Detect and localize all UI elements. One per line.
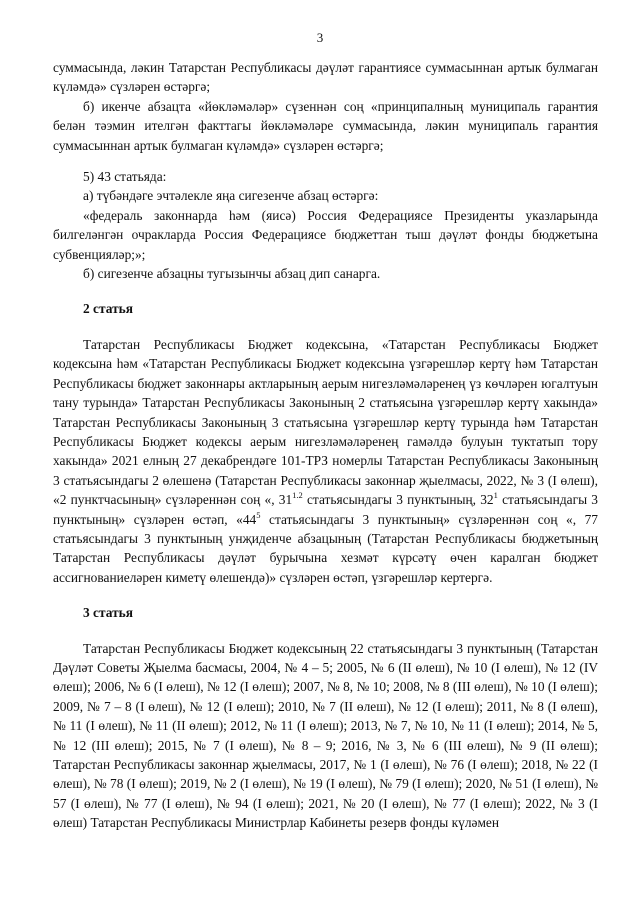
paragraph-b-second-abzac: б) икенче абзацта «йөкләмәләр» сүзеннән соң «принципалның муниципаль гарантия белән тәэмин ителгән факттагы йөкләмәләре суммасында, ләкин муниципаль гарантия суммасыннан артык булмаган күләмдә» сүзләрен өстәргә; xyxy=(53,98,598,153)
paragraph-quoted-text: «федераль законнарда һәм (яисә) Россия Федерациясе Президенты указларында билгеләнгән очракларда Россия Федерациясе бюджеттан тыш дәүләт фонды бюджетына субвенцияләр;»; xyxy=(53,207,598,262)
paragraph-a-new-abzac: а) түбәндәге эчтәлекле яңа сигезенче абзац өстәргә: xyxy=(83,188,379,204)
article-3-heading: 3 статья xyxy=(83,605,133,621)
paragraph-b-renumber: б) сигезенче абзацны тугызынчы абзац дип санарга. xyxy=(83,266,381,282)
article-2-body xyxy=(53,335,598,587)
paragraph-continuation: суммасында, ләкин Татарстан Республикасы дәүләт гарантиясе суммасыннан артык булмаган күләмдә» сүзләрен өстәргә; xyxy=(53,60,598,95)
page-number: 3 xyxy=(316,30,324,45)
superscript-31: 1.2 xyxy=(292,490,303,501)
document-body xyxy=(53,58,598,833)
article-2-text-c: статьясындагы 3 пунктының» сүзләрен өстәп, «44 xyxy=(53,492,598,527)
article-2-text-d: статьясындагы 3 пунктының» сүзләреннән соң «, 77 статьясындагы 3 пунктының унҗиденче абзацының (Татарстан Республикасы бюджетының Татарстан Республикасы дәүләт бурычына хезмәт күрсәтү өчен каралган бюджет ассигнованиеләрен киметү өлешендә)» сүзләрен өстәп, үзгәрешләр кертергә. xyxy=(53,511,598,585)
article-2-text-a: Татарстан Республикасы Бюджет кодексына, «Татарстан Республикасы Бюджет кодексына һәм «Татарстан Республикасы Бюджет кодексына үзгәрешләр кертү һәм Татарстан Республикасы бюджет законнары актларының аерым нигезләмәләренең үз көчләрен югалтуын тану турында» Татарстан Республикасы Законының 2 статьясына үзгәрешләр кертү хакында» Татарстан Республикасы Законының 3 статьясына үзгәрешләр кертү турында һәм Татарстан Республикасы Бюджет кодексы аерым нигезләмәләренең гамәлдә булуын туктатып тору хакында» 2021 елның 27 декабрендәге 101-ТРЗ номерлы Татарстан Республикасы Законының 3 статьясындагы 2 өлешенә (Татарстан Республикасы законнар җыелмасы, 2022, № 3 (I өлеш), «2 пунктчасының» сүзләреннән соң «, 31 xyxy=(53,336,598,508)
superscript-32: 1 xyxy=(493,490,498,501)
article-2-text-b: статьясындагы 3 пунктының, 32 xyxy=(302,492,494,508)
superscript-44: 5 xyxy=(256,509,261,520)
paragraph-item-5: 5) 43 статьяда: xyxy=(83,169,167,185)
article-2-heading: 2 статья xyxy=(83,301,133,317)
article-3-body: Татарстан Республикасы Бюджет кодексының 22 статьясындагы 3 пунктының (Татарстан Дәүләт Советы Җыелма басмасы, 2004, № 4 – 5; 2005, № 6 (II өлеш), № 10 (I өлеш), № 12 (IV өлеш); 2006, № 6 (I өлеш), № 12 (I өлеш); 2007, № 8, № 10; 2008, № 8 (III өлеш), № 10 (I өлеш); 2009, № 7 – 8 (I өлеш), № 12 (I өлеш); 2010, № 7 (II өлеш), № 12 (I өлеш); 2011, № 8 (I өлеш), № 11 (I өлеш), № 11 (II өлеш); 2012, № 11 (I өлеш); 2013, № 7, № 10, № 11 (I өлеш); 2014, № 5, № 12 (III өлеш); 2015, № 7 (I өлеш), № 8 – 9; 2016, № 3, № 6 (III өлеш), № 9 (II өлеш); Татарстан Республикасы законнар җыелмасы, 2017, № 1 (I өлеш), № 76 (I өлеш); 2018, № 22 (I өлеш), № 78 (I өлеш); 2019, № 2 (I өлеш), № 19 (I өлеш), № 79 (I өлеш); 2020, № 51 (I өлеш), № 57 (I өлеш), № 77 (I өлеш), № 94 (I өлеш); 2021, № 20 (I өлеш), № 77 (I өлеш); 2022, № 3 (I өлеш) Татарстан Республикасы Министрлар Кабинеты резерв фонды күләмен xyxy=(53,640,598,831)
